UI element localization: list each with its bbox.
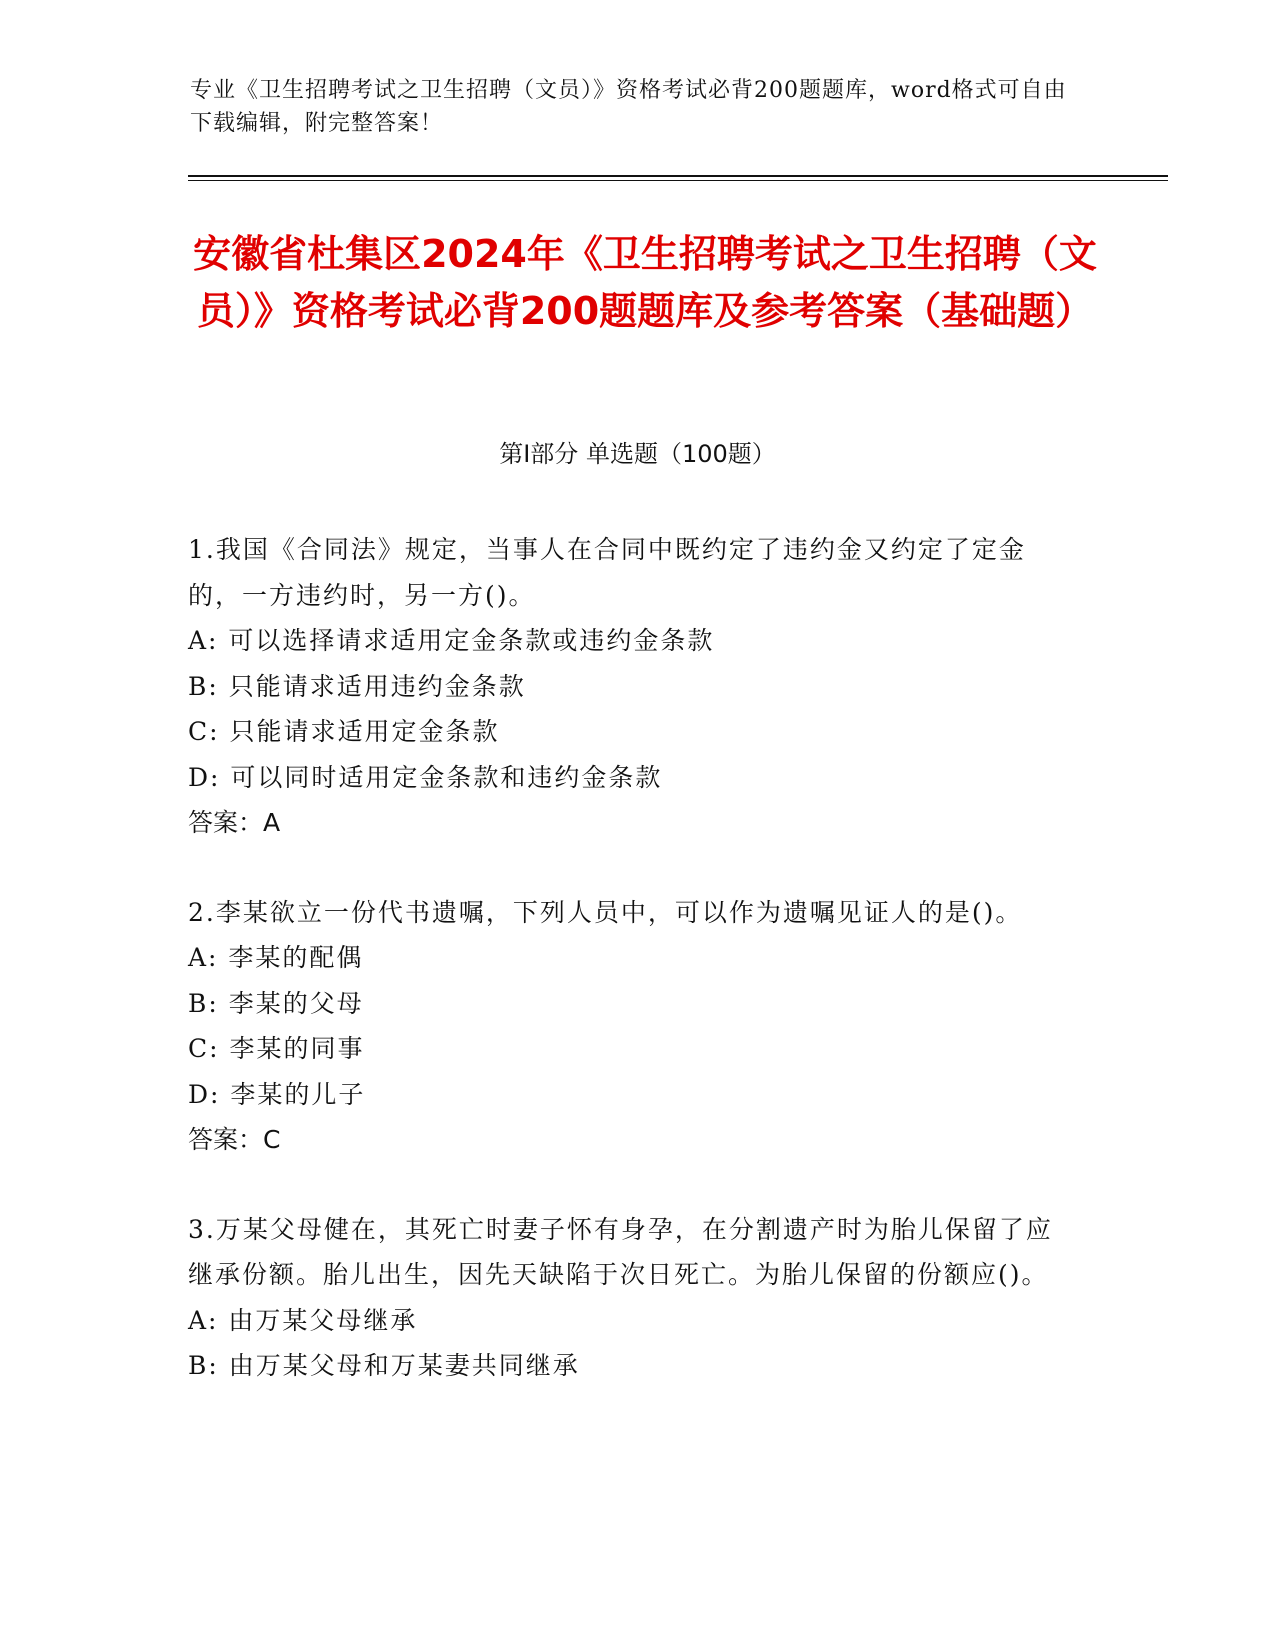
question-2	[188, 890, 1068, 1163]
option-a: A: 可以选择请求适用定金条款或违约金条款	[188, 626, 715, 655]
question-stem: 2.李某欲立一份代书遗嘱，下列人员中，可以作为遗嘱见证人的是()。	[188, 897, 1023, 927]
section-heading: 第I部分 单选题（100题）	[499, 440, 776, 468]
header-divider-thick	[188, 175, 1168, 177]
option-d: D: 李某的儿子	[188, 1079, 366, 1109]
option-a: A: 由万某父母继承	[188, 1305, 418, 1335]
document-title: 安徽省杜集区2024年《卫生招聘考试之卫生招聘（文员）》资格考试必背200题题库及参考答案（基础题）	[193, 232, 1097, 333]
option-b: B: 李某的父母	[188, 988, 364, 1018]
answer: 答案：A	[188, 808, 281, 837]
option-b: B: 只能请求适用违约金条款	[188, 671, 526, 701]
option-d: D: 可以同时适用定金条款和违约金条款	[188, 762, 663, 792]
option-a: A: 李某的配偶	[188, 943, 364, 972]
question-3	[188, 1207, 1068, 1389]
answer: 答案：C	[188, 1125, 281, 1154]
question-1	[188, 527, 1068, 846]
option-b: B: 由万某父母和万某妻共同继承	[188, 1351, 580, 1380]
header-note: 专业《卫生招聘考试之卫生招聘（文员）》资格考试必背200题题库，word格式可自由下载编辑，附完整答案！	[190, 78, 1067, 136]
header-divider-thin	[188, 180, 1168, 181]
question-list	[188, 527, 1068, 1433]
question-stem: 1.我国《合同法》规定，当事人在合同中既约定了违约金又约定了定金的，一方违约时，另一方()。	[188, 535, 1026, 610]
option-c: C: 只能请求适用定金条款	[188, 717, 500, 746]
question-stem: 3.万某父母健在，其死亡时妻子怀有身孕，在分割遗产时为胎儿保留了应继承份额。胎儿出生，因先天缺陷于次日死亡。为胎儿保留的份额应()。	[188, 1214, 1053, 1289]
option-c: C: 李某的同事	[188, 1034, 365, 1063]
